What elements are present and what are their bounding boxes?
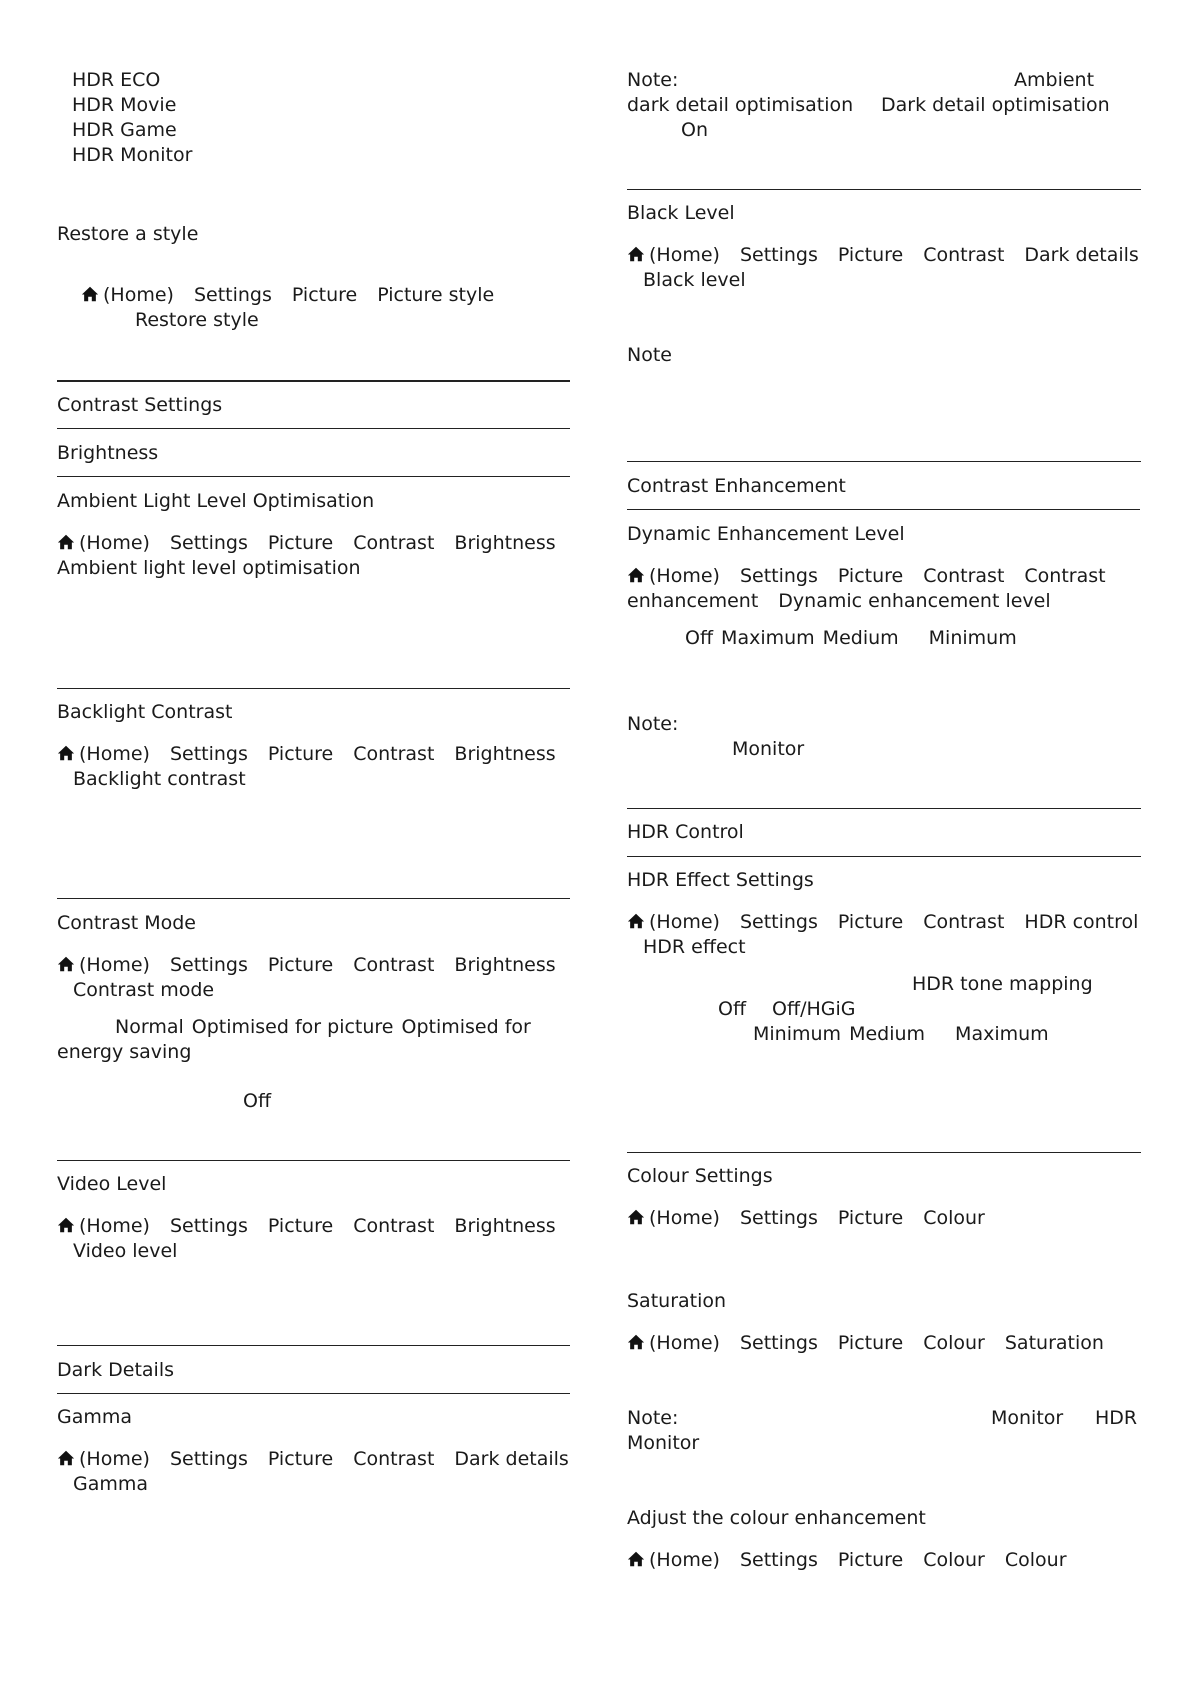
path-item: Contrast (353, 1215, 435, 1237)
colour-enhancement-path (627, 1548, 1067, 1573)
path-item: Picture style (377, 284, 495, 306)
path-item: Video level (73, 1240, 178, 1262)
path-item: Settings (169, 1215, 248, 1237)
hdr-off-options (718, 997, 856, 1022)
divider (57, 1393, 570, 1394)
note-text: HDR (1095, 1407, 1138, 1429)
path-item: Black level (643, 269, 746, 291)
path-item: HDR effect (643, 936, 746, 958)
dynamic-path-line2 (627, 589, 1051, 614)
path-item: Brightness (454, 954, 556, 976)
note-text: dark detail optimisation (627, 94, 854, 116)
home-icon (627, 566, 645, 584)
path-item: Colour (1004, 1549, 1067, 1571)
divider (627, 461, 1141, 462)
option-text: Off (718, 998, 747, 1020)
hdr-style-item: HDR Movie (72, 94, 177, 116)
option-text: Off/HGiG (772, 998, 856, 1020)
path-item: Settings (169, 954, 248, 976)
path-home: (Home) (79, 954, 150, 976)
path-item: Picture (837, 244, 904, 266)
divider (627, 1152, 1141, 1153)
path-item: Contrast mode (73, 979, 215, 1001)
path-home: (Home) (649, 1207, 720, 1229)
home-icon (627, 912, 645, 930)
hdr-style-list (72, 68, 192, 168)
path-item: Backlight contrast (73, 768, 246, 790)
path-item: Contrast (353, 743, 435, 765)
ambient-path (57, 531, 556, 556)
divider (627, 808, 1141, 809)
home-icon (57, 955, 75, 973)
hdr-tone-mapping-text: HDR tone mapping (912, 973, 1093, 995)
path-item: Dark details (1024, 244, 1139, 266)
path-item: Picture (267, 532, 334, 554)
option-text: Medium (822, 627, 899, 649)
path-item: Settings (739, 565, 818, 587)
option-text: Off (243, 1090, 272, 1112)
note-top (627, 68, 678, 93)
path-item: Dynamic enhancement level (778, 590, 1051, 612)
path-home: (Home) (649, 911, 720, 933)
path-home: (Home) (79, 743, 150, 765)
home-icon (57, 533, 75, 551)
note-text: Monitor (627, 1432, 700, 1454)
path-item: HDR control (1024, 911, 1139, 933)
path-item: Colour (923, 1332, 985, 1354)
home-icon (627, 1208, 645, 1226)
divider (627, 189, 1141, 190)
path-item: Picture (267, 1448, 334, 1470)
path-home: (Home) (649, 565, 720, 587)
option-text: Optimised for (401, 1016, 531, 1038)
path-item: Picture (267, 743, 334, 765)
subsection-heading-brightness: Brightness (57, 442, 159, 464)
section-heading-hdr-control: HDR Control (627, 821, 744, 843)
path-item: Picture (837, 1207, 904, 1229)
home-icon (627, 1550, 645, 1568)
path-item: Contrast (923, 244, 1005, 266)
divider (57, 898, 570, 899)
path-item: enhancement (627, 590, 759, 612)
video-level-path (57, 1214, 556, 1239)
path-item: Settings (739, 1549, 818, 1571)
divider (57, 688, 570, 689)
path-home: (Home) (649, 1549, 720, 1571)
saturation-path (627, 1331, 1104, 1356)
path-item: Settings (739, 244, 818, 266)
video-level-heading: Video Level (57, 1173, 167, 1195)
path-item: Picture (837, 1332, 904, 1354)
path-item: Picture (267, 1215, 334, 1237)
colour-settings-path (627, 1206, 985, 1231)
path-home: (Home) (649, 244, 720, 266)
note-label: Note: (627, 69, 679, 91)
path-item: Brightness (454, 532, 556, 554)
path-item: Saturation (1004, 1332, 1104, 1354)
backlight-path (57, 742, 556, 767)
option-text: Normal (115, 1016, 184, 1038)
note-text: Dark detail optimisation (881, 94, 1110, 116)
divider (627, 856, 1141, 857)
option-text: Medium (849, 1023, 926, 1045)
option-text: Off (685, 627, 714, 649)
path-item: Contrast (923, 565, 1005, 587)
hdr-effect-heading: HDR Effect Settings (627, 869, 814, 891)
path-home: (Home) (649, 1332, 720, 1354)
path-item: Brightness (454, 1215, 556, 1237)
divider (57, 1345, 570, 1346)
path-item: Contrast (353, 1448, 435, 1470)
gamma-heading: Gamma (57, 1406, 133, 1428)
dynamic-heading: Dynamic Enhancement Level (627, 523, 905, 545)
path-item: Colour (923, 1207, 985, 1229)
contrast-mode-heading: Contrast Mode (57, 912, 196, 934)
option-text: Maximum (721, 627, 815, 649)
divider (57, 428, 570, 429)
gamma-path (57, 1447, 569, 1472)
path-item: Contrast (923, 911, 1005, 933)
black-level-heading: Black Level (627, 202, 735, 224)
option-text: Optimised for picture (191, 1016, 394, 1038)
home-icon (627, 1333, 645, 1351)
option-text: Minimum (928, 627, 1017, 649)
black-level-path (627, 243, 1139, 268)
path-item: Gamma (73, 1473, 149, 1495)
path-item: Settings (739, 1332, 818, 1354)
ambient-heading: Ambient Light Level Optimisation (57, 490, 375, 512)
home-icon (81, 285, 99, 303)
hdr-effect-path (627, 910, 1138, 935)
saturation-heading: Saturation (627, 1290, 727, 1312)
note-text: Monitor (732, 738, 805, 760)
note-label: Note: (627, 1407, 679, 1429)
option-text: energy saving (57, 1041, 192, 1063)
path-item: Brightness (454, 743, 556, 765)
path-item: Settings (169, 532, 248, 554)
colour-settings-heading: Colour Settings (627, 1165, 773, 1187)
backlight-heading: Backlight Contrast (57, 701, 233, 723)
path-item: Settings (739, 911, 818, 933)
hdr-style-item: HDR ECO (72, 69, 161, 91)
hdr-style-item: HDR Monitor (72, 144, 193, 166)
path-item: Contrast (353, 954, 435, 976)
home-icon (57, 1216, 75, 1234)
contrast-mode-path (57, 953, 556, 978)
path-item: Contrast (353, 532, 435, 554)
section-divider (57, 380, 570, 382)
option-text: Minimum (753, 1023, 842, 1045)
section-heading-contrast-enhancement: Contrast Enhancement (627, 475, 846, 497)
section-heading-dark-details: Dark Details (57, 1359, 174, 1381)
path-item: Picture (837, 1549, 904, 1571)
dynamic-options (685, 626, 1017, 651)
path-item: Picture (837, 565, 904, 587)
home-icon (627, 245, 645, 263)
option-text: Maximum (955, 1023, 1049, 1045)
home-icon (57, 1449, 75, 1467)
section-heading-contrast-settings: Contrast Settings (57, 394, 223, 416)
colour-enhancement-heading: Adjust the colour enhancement (627, 1507, 926, 1529)
path-item: Ambient light level optimisation (57, 557, 361, 579)
home-icon (57, 744, 75, 762)
hdr-style-item: HDR Game (72, 119, 177, 141)
restore-style-path (81, 283, 494, 308)
path-item: Restore style (135, 309, 259, 331)
path-item: Picture (267, 954, 334, 976)
contrast-mode-options (115, 1015, 531, 1040)
path-item: Picture (291, 284, 358, 306)
divider (627, 509, 1140, 510)
dynamic-path (627, 564, 1106, 589)
hdr-level-options (753, 1022, 1049, 1047)
path-item: Settings (739, 1207, 818, 1229)
divider (57, 1160, 570, 1161)
path-item: Dark details (454, 1448, 569, 1470)
note-label: Note (627, 344, 672, 366)
path-item: Settings (169, 743, 248, 765)
path-home: (Home) (103, 284, 174, 306)
restore-style-heading: Restore a style (57, 223, 199, 245)
note-text: Monitor (991, 1407, 1064, 1429)
path-item: Colour (923, 1549, 985, 1571)
path-item: Settings (193, 284, 272, 306)
path-item: Picture (837, 911, 904, 933)
path-item: Contrast (1024, 565, 1106, 587)
note-label: Note: (627, 713, 679, 735)
divider (57, 476, 570, 477)
note-text: On (681, 119, 708, 141)
note-text: Ambient (1014, 69, 1095, 91)
path-item: Settings (169, 1448, 248, 1470)
path-home: (Home) (79, 532, 150, 554)
path-home: (Home) (79, 1215, 150, 1237)
path-home: (Home) (79, 1448, 150, 1470)
